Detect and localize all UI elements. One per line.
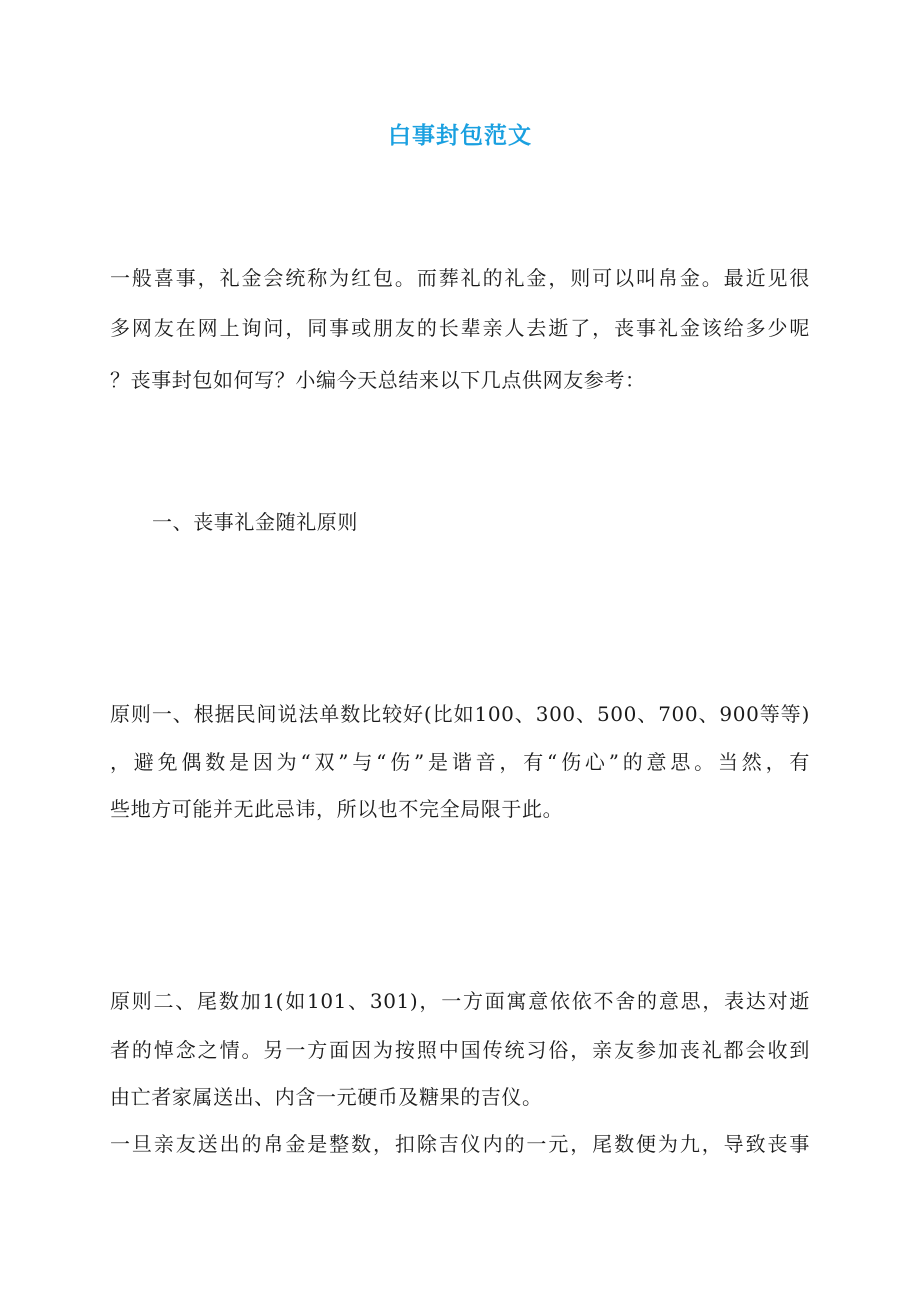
- intro-line-1: 一般喜事，礼金会统称为红包。而葬礼的礼金，则可以叫帛金。最近见很: [110, 266, 810, 290]
- intro-line-3: ？丧事封包如何写？小编今天总结来以下几点供网友参考：: [110, 368, 646, 392]
- principle-two-line-1: 原则二、尾数加1(如101、301)，一方面寓意依依不舍的意思，表达对逝: [110, 989, 810, 1013]
- principle-one-line-2: ，避免偶数是因为“双”与“伤”是谐音，有“伤心”的意思。当然，有: [110, 750, 810, 774]
- principle-one-line-3: 些地方可能并无此忌讳，所以也不完全局限于此。: [110, 797, 564, 821]
- principle-two-line-2: 者的悼念之情。另一方面因为按照中国传统习俗，亲友参加丧礼都会收到: [110, 1038, 810, 1062]
- section-heading: 一、丧事礼金随礼原则: [152, 510, 358, 534]
- principle-two-line-4: 一旦亲友送出的帛金是整数，扣除吉仪内的一元，尾数便为九，导致丧事: [110, 1132, 810, 1156]
- document-title: 白事封包范文: [388, 123, 532, 149]
- principle-two-line-3: 由亡者家属送出、内含一元硬币及糖果的吉仪。: [110, 1085, 543, 1109]
- intro-line-2: 多网友在网上询问，同事或朋友的长辈亲人去逝了，丧事礼金该给多少呢: [110, 316, 810, 340]
- principle-one-line-1: 原则一、根据民间说法单数比较好(比如100、300、500、700、900等等): [110, 702, 810, 726]
